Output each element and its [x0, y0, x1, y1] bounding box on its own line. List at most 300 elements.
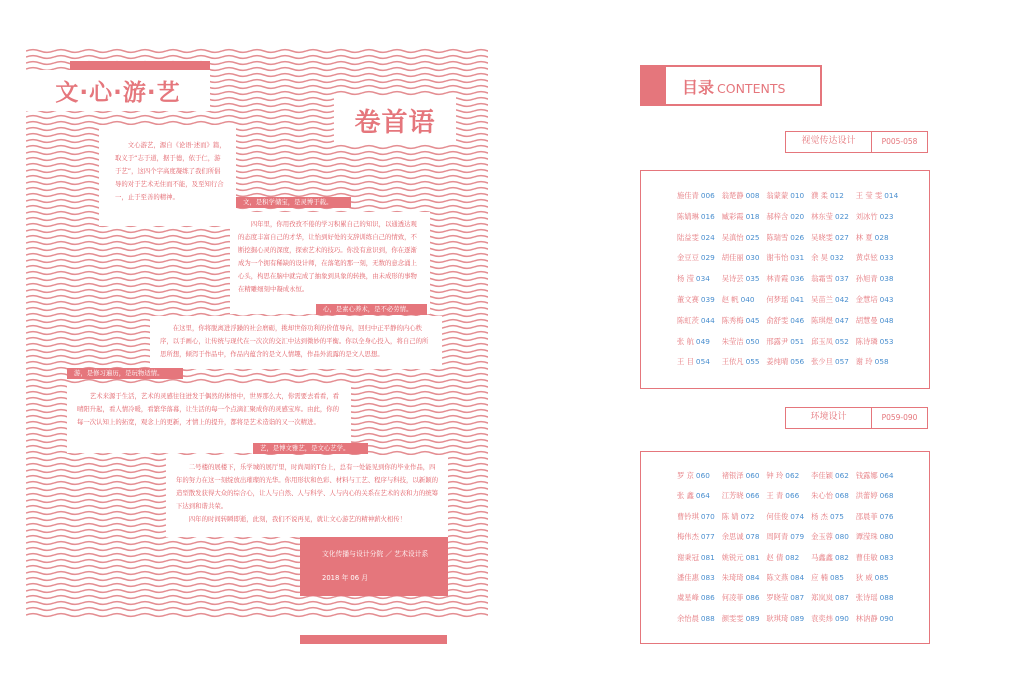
student-name: 刘冰竹 [855, 211, 878, 221]
toc-entry[interactable] [811, 593, 856, 603]
toc-entry[interactable] [722, 337, 767, 347]
page-number: 032 [829, 253, 844, 263]
student-name: 王 目 [677, 357, 694, 367]
page-number: 083 [700, 572, 715, 582]
toc-entry[interactable] [811, 212, 856, 222]
page-number: 087 [834, 593, 849, 603]
toc-entry[interactable] [722, 532, 767, 542]
page-number: 056 [790, 357, 805, 367]
page-number: 075 [829, 511, 844, 521]
toc-entry[interactable] [766, 573, 811, 583]
page-number: 010 [790, 191, 805, 200]
student-name: 王依凡 [721, 357, 744, 367]
student-name: 吴诗芸 [721, 274, 744, 284]
toc-row [677, 491, 929, 511]
page-number: 081 [700, 552, 715, 562]
toc-entry[interactable] [811, 295, 856, 305]
toc-entry[interactable] [811, 471, 856, 481]
student-name: 郑岚岚 [811, 593, 833, 603]
page-number: 060 [695, 471, 710, 480]
student-name: 马鑫鑫 [811, 552, 833, 562]
toc-entry[interactable] [677, 471, 722, 481]
student-name: 李佳颖 [811, 471, 833, 480]
toc-entry[interactable] [722, 553, 767, 563]
student-name: 金玉蓉 [811, 532, 833, 542]
toc-entry[interactable] [856, 471, 901, 481]
student-name: 杨 杰 [811, 511, 828, 521]
toc-entry[interactable] [766, 337, 811, 347]
page-number: 080 [879, 532, 894, 542]
toc-entry[interactable] [766, 614, 811, 624]
paragraph-block-5 [166, 455, 448, 537]
toc-entry[interactable] [811, 553, 856, 563]
preface-heading: 卷首语 [354, 107, 436, 138]
page-number: 088 [879, 593, 894, 603]
toc-entry[interactable] [856, 573, 901, 583]
toc-row [677, 357, 929, 378]
toc-entry[interactable] [856, 337, 901, 347]
toc-entry[interactable] [811, 512, 856, 522]
student-name: 余怡晨 [677, 613, 699, 623]
page-number: 037 [834, 274, 849, 284]
page-number: 086 [700, 593, 715, 603]
toc-entry[interactable] [856, 253, 901, 263]
student-name: 谭滢珠 [855, 532, 878, 542]
toc-title-cn: 目录 [682, 78, 715, 97]
page-number: 049 [695, 336, 710, 346]
page-number: 068 [834, 491, 849, 501]
toc-title-en: CONTENTS [717, 81, 786, 96]
page-number: 031 [790, 253, 805, 263]
toc-entry[interactable] [722, 191, 767, 201]
student-name: 胡慧曼 [855, 315, 878, 325]
toc-entry[interactable] [677, 491, 722, 501]
student-name: 何凌菲 [721, 593, 744, 603]
toc-entry[interactable] [722, 295, 767, 305]
page-number: 072 [740, 511, 755, 521]
student-name: 赵 倩 [766, 552, 784, 562]
page-number: 062 [785, 471, 800, 480]
page-number: 025 [745, 232, 760, 242]
toc-entry[interactable] [766, 233, 811, 243]
toc-entry[interactable] [766, 553, 811, 563]
page-number: 012 [829, 191, 844, 200]
student-name: 杨 滢 [677, 274, 694, 284]
page-number: 066 [745, 491, 760, 501]
page-number: 018 [745, 211, 760, 221]
student-name: 林东莹 [811, 211, 833, 221]
publish-date: 2018 年 06 月 [322, 574, 369, 582]
toc-entry[interactable] [811, 191, 856, 201]
toc-entry[interactable] [766, 295, 811, 305]
toc-row [677, 274, 929, 295]
toc-header [640, 65, 822, 106]
toc-row [677, 553, 929, 573]
page-number: 033 [879, 253, 894, 263]
toc-row [677, 295, 929, 316]
student-name: 金豆豆 [677, 253, 699, 263]
student-name: 陈 婧 [721, 511, 739, 521]
student-name: 罗 京 [677, 471, 694, 480]
student-name: 周阿青 [766, 532, 789, 542]
student-name: 狄 威 [855, 572, 873, 582]
page-number: 016 [700, 211, 715, 221]
paragraph: 四年里，你用孜孜不倦的学习积累自己的知识，以通透达观的态度丰富自己的才华，让怡到好处的支辞训练自己的情致，不断挖掘心灵的深度，探索艺术的技巧。你没有意识到，你在逐渐成为一个拥有稀缺的设计师，在落笔的那一刻，无数的意念涌上心头，构思在脑中就完成了抽象到具象的转换，由未成形的事物在精雕细刻中凝成永恒。 [238, 220, 417, 293]
page-number: 085 [829, 572, 844, 582]
toc-entry[interactable] [722, 274, 767, 284]
toc-entry[interactable] [766, 253, 811, 263]
section-visual-design-label: 视觉传达设计 [785, 131, 872, 153]
page-number: 020 [790, 211, 805, 221]
page-number: 090 [879, 613, 894, 623]
preface-heading-box [334, 96, 456, 144]
toc-entry[interactable] [856, 491, 901, 501]
toc-entry[interactable] [722, 593, 767, 603]
student-name: 郝梓含 [766, 211, 789, 221]
student-name: 施佳青 [677, 191, 699, 200]
toc-entry[interactable] [677, 253, 722, 263]
page-number: 014 [884, 191, 899, 200]
section-environment-design-label: 环境设计 [785, 407, 872, 429]
toc-entry[interactable] [856, 357, 901, 367]
student-name: 颜雯雯 [721, 613, 744, 623]
page-number: 070 [700, 511, 715, 521]
toc-entry[interactable] [677, 593, 722, 603]
student-name: 林青霞 [766, 274, 789, 284]
paragraph-block-2 [230, 212, 430, 314]
toc-row [677, 512, 929, 532]
environment-design-list [640, 451, 930, 644]
toc-entry[interactable] [722, 233, 767, 243]
section-environment-design-range: P059-090 [872, 407, 928, 429]
paragraph: 在这里，你将脱离进浮躁的社会磨砺，挑却世俗功利的价值导向，回归中正平静的内心秩序，以手画心，让传统与现代在一次次的交汇中达到微妙的平衡。你以全身心投入，将自己的所思所想，倾泻于作品中，作品内蕴含的是文人情趣，作品外流露的是文人思想。 [160, 324, 429, 358]
toc-entry[interactable] [856, 593, 901, 603]
paragraph: 四年的时间转瞬即逝，此刻，我们不说再见，就让文心游艺的精神薪火相传！ [188, 515, 407, 523]
student-name: 林讷静 [855, 613, 878, 623]
student-name: 陆益雯 [677, 232, 699, 242]
page-number: 023 [879, 211, 894, 221]
toc-entry[interactable] [722, 253, 767, 263]
student-name: 赵 帆 [721, 294, 739, 304]
student-name: 俞舒雯 [766, 315, 789, 325]
page-number: 047 [834, 315, 849, 325]
page-number: 082 [785, 552, 800, 562]
toc-entry[interactable] [856, 274, 901, 284]
page-number: 044 [700, 315, 715, 325]
student-name: 陈秀梅 [721, 315, 744, 325]
toc-row [677, 233, 929, 254]
student-name: 姜纯晴 [766, 357, 789, 367]
toc-row [677, 573, 929, 593]
toc-entry[interactable] [766, 471, 811, 481]
toc-entry[interactable] [766, 532, 811, 542]
visual-design-list [640, 170, 930, 389]
toc-entry[interactable] [811, 491, 856, 501]
toc-entry[interactable] [722, 316, 767, 326]
student-name: 董文赛 [677, 294, 699, 304]
toc-entry[interactable] [811, 357, 856, 367]
page-number: 053 [879, 336, 894, 346]
student-name: 陈文燕 [766, 572, 789, 582]
student-name: 朱琦琦 [721, 572, 744, 582]
student-name: 耿琪琦 [766, 613, 789, 623]
student-name: 臧彩霞 [721, 211, 744, 221]
page-number: 087 [790, 593, 805, 603]
student-name: 吴晓雯 [811, 232, 833, 242]
toc-entry[interactable] [677, 614, 722, 624]
student-name: 王 青 [766, 491, 784, 501]
toc-entry[interactable] [677, 212, 722, 222]
page-number: 050 [745, 336, 760, 346]
section-visual-design-range: P005-058 [872, 131, 928, 153]
student-name: 邢露尹 [766, 336, 789, 346]
toc-entry[interactable] [677, 553, 722, 563]
page-number: 041 [790, 294, 805, 304]
toc-accent-block [642, 67, 666, 104]
toc-row [677, 316, 929, 337]
toc-entry[interactable] [677, 191, 722, 201]
student-name: 钱露娜 [855, 471, 878, 480]
toc-entry[interactable] [856, 212, 901, 222]
toc-entry[interactable] [856, 316, 901, 326]
page-number: 029 [700, 253, 715, 263]
toc-entry[interactable] [677, 512, 722, 522]
title-box [26, 70, 210, 111]
toc-entry[interactable] [677, 357, 722, 367]
page-number: 083 [879, 552, 894, 562]
toc-entry[interactable] [811, 253, 856, 263]
department-name: 文化传播与设计分院 ／ 艺术设计系 [322, 550, 429, 558]
page-number: 051 [790, 336, 805, 346]
page-number: 036 [790, 274, 805, 284]
slogan-xin: 心，是素心养术，是不必劳情。 [316, 304, 427, 315]
page-number: 052 [834, 336, 849, 346]
page-number: 062 [834, 471, 849, 480]
student-name: 钟 玲 [766, 471, 784, 480]
toc-entry[interactable] [722, 573, 767, 583]
student-name: 吴滇怡 [721, 232, 744, 242]
student-name: 陈婧琳 [677, 211, 699, 221]
page-number: 088 [700, 613, 715, 623]
toc-row [677, 337, 929, 358]
student-name: 陈瑞雪 [766, 232, 789, 242]
student-name: 黄卓铉 [855, 253, 878, 263]
student-name: 陈虹茨 [677, 315, 699, 325]
decor-bar-top [70, 61, 210, 70]
toc-entry[interactable] [766, 512, 811, 522]
student-name: 翁楚静 [721, 191, 744, 200]
student-name: 朱莹洁 [721, 336, 744, 346]
toc-entry[interactable] [766, 593, 811, 603]
student-name: 袁奕炜 [811, 613, 833, 623]
toc-row [677, 471, 929, 491]
toc-entry[interactable] [856, 553, 901, 563]
page-number: 046 [790, 315, 805, 325]
toc-entry[interactable] [856, 512, 901, 522]
page-number: 085 [874, 572, 889, 582]
toc-entry[interactable] [811, 532, 856, 542]
toc-row [677, 191, 929, 212]
page-number: 030 [745, 253, 760, 263]
slogan-yi: 艺，是博文雅艺，是文心艺学。 [253, 443, 368, 454]
page-number: 079 [790, 532, 805, 542]
page-number: 048 [879, 315, 894, 325]
page-number: 064 [879, 471, 894, 480]
student-name: 张少旦 [811, 357, 833, 367]
student-name: 梅伟杰 [677, 532, 699, 542]
page-number: 035 [745, 274, 760, 284]
student-name: 虞星峰 [677, 593, 699, 603]
toc-entry[interactable] [722, 491, 767, 501]
toc-entry[interactable] [722, 212, 767, 222]
page-number: 058 [874, 357, 889, 367]
page-number: 074 [790, 511, 805, 521]
toc-entry[interactable] [677, 316, 722, 326]
student-name: 谢秉冠 [677, 552, 699, 562]
page-number: 042 [834, 294, 849, 304]
toc-entry[interactable] [856, 191, 901, 201]
page-number: 090 [834, 613, 849, 623]
page-number: 038 [879, 274, 894, 284]
page-number: 060 [745, 471, 760, 480]
decor-bar-bottom [300, 635, 447, 644]
student-name: 张 航 [677, 336, 694, 346]
page-number: 043 [879, 294, 894, 304]
student-name: 应 楠 [811, 572, 828, 582]
page-number: 055 [745, 357, 760, 367]
page-number: 086 [745, 593, 760, 603]
toc-entry[interactable] [856, 532, 901, 542]
toc-entry[interactable] [856, 295, 901, 305]
page-number: 057 [834, 357, 849, 367]
student-name: 谢 玲 [855, 357, 873, 367]
toc-entry[interactable] [766, 357, 811, 367]
page-number: 045 [745, 315, 760, 325]
toc-entry[interactable] [856, 233, 901, 243]
page-number: 027 [834, 232, 849, 242]
toc-entry[interactable] [766, 274, 811, 284]
page-number: 082 [834, 552, 849, 562]
student-name: 邱玉凤 [811, 336, 833, 346]
slogan-wen: 文，是积学储宝，是灵博于载。 [236, 197, 351, 208]
page-number: 077 [700, 532, 715, 542]
toc-entry[interactable] [677, 274, 722, 284]
student-name: 曹钤琪 [677, 511, 699, 521]
toc-entry[interactable] [811, 337, 856, 347]
toc-row [677, 212, 929, 233]
page-number: 089 [790, 613, 805, 623]
student-name: 姚锐元 [721, 552, 744, 562]
student-name: 何佳俊 [766, 511, 789, 521]
toc-entry[interactable] [677, 233, 722, 243]
toc-entry[interactable] [811, 316, 856, 326]
toc-entry[interactable] [722, 512, 767, 522]
page-number: 084 [745, 572, 760, 582]
paragraph: 文心游艺，源自《论语·述而》篇，取义于“志于道，据于德，依于仁，游于艺”，这四个字高度凝练了我们所倡导的对于艺术无住而不能，及至知行合一，止于至善的精神。 [115, 141, 226, 201]
toc-title [682, 75, 785, 98]
paragraph: 二号楼的展楼下，乐学城的展厅里，时尚周的T台上，总有一处能见到你的毕业作品，四年的努力在这一刻绽放出璀璨的光华。你用形状和色彩、材料与工艺、程序与科技，以新颖的造型散发获得大众的综合心，让人与自然、人与科学、人与内心的关系在艺术的表和力的统筹下达到和谐共荣。 [176, 463, 439, 510]
student-name: 金慧培 [855, 294, 878, 304]
toc-row [677, 532, 929, 552]
page-number: 024 [700, 232, 715, 242]
toc-entry[interactable] [677, 295, 722, 305]
student-name: 孙旭青 [855, 274, 878, 284]
page-number: 039 [700, 294, 715, 304]
toc-entry[interactable] [722, 471, 767, 481]
page-number: 040 [740, 294, 755, 304]
student-name: 余 昊 [811, 253, 828, 263]
student-name: 谢韦怡 [766, 253, 789, 263]
toc-entry[interactable] [722, 614, 767, 624]
paragraph-block-1 [99, 125, 236, 226]
student-name: 陈琪煜 [811, 315, 833, 325]
toc-row [677, 593, 929, 613]
page-number: 008 [745, 191, 760, 200]
page-number: 078 [745, 532, 760, 542]
page-number: 080 [834, 532, 849, 542]
page-number: 026 [790, 232, 805, 242]
page-number: 022 [834, 211, 849, 221]
student-name: 吴苗兰 [811, 294, 833, 304]
toc-entry[interactable] [677, 532, 722, 542]
student-name: 朱心怡 [811, 491, 833, 501]
page-number: 076 [879, 511, 894, 521]
paragraph: 艺术来源于生活，艺术的灵感往往迸发于偶然的体悟中，世界那么大，你需要去看看，看晴阳升起，看人情冷暖，看繁华落幕，让生活的每一个点滴汇聚成你的灵感宝库。由此，你的每一次认知上的拓宽，观念上的更新，才情上的提升，都将是艺术造诣的又一次精进。 [77, 392, 340, 426]
toc-entry[interactable] [811, 274, 856, 284]
student-name: 邵晨菲 [855, 511, 878, 521]
page-number: 054 [695, 357, 710, 367]
toc-entry[interactable] [677, 573, 722, 583]
toc-entry[interactable] [766, 212, 811, 222]
page-title: 文·心·游·艺 [55, 80, 181, 106]
department-box [300, 537, 448, 596]
toc-entry[interactable] [811, 233, 856, 243]
toc-entry[interactable] [766, 191, 811, 201]
student-name: 濮 柔 [811, 191, 828, 200]
page-number: 068 [879, 491, 894, 501]
toc-entry[interactable] [856, 614, 901, 624]
toc-entry[interactable] [811, 573, 856, 583]
toc-entry[interactable] [766, 491, 811, 501]
page-number: 089 [745, 613, 760, 623]
student-name: 罗晓莹 [766, 593, 789, 603]
toc-row [677, 253, 929, 274]
toc-entry[interactable] [766, 316, 811, 326]
student-name: 张诗瑶 [855, 593, 878, 603]
page-number: 064 [695, 491, 710, 501]
student-name: 翁蒙蒙 [766, 191, 789, 200]
student-name: 王 莹 雯 [855, 191, 883, 200]
student-name: 曹佳敏 [855, 552, 878, 562]
toc-entry[interactable] [811, 614, 856, 624]
student-name: 洪蕾婷 [855, 491, 878, 501]
slogan-you: 游，是修习遍历，是玩物适情。 [67, 368, 183, 379]
page-number: 006 [700, 191, 715, 200]
toc-entry[interactable] [722, 357, 767, 367]
student-name: 褚银泽 [721, 471, 744, 480]
toc-row [677, 614, 929, 634]
page-number: 034 [695, 274, 710, 284]
student-name: 陈诗璘 [855, 336, 878, 346]
student-name: 林 夏 [855, 232, 873, 242]
student-name: 何梦瑶 [766, 294, 789, 304]
student-name: 胡佳丽 [721, 253, 744, 263]
page-number: 066 [785, 491, 800, 501]
student-name: 江芳晓 [721, 491, 744, 501]
student-name: 翁霜雪 [811, 274, 833, 284]
toc-entry[interactable] [677, 337, 722, 347]
student-name: 余思诚 [721, 532, 744, 542]
